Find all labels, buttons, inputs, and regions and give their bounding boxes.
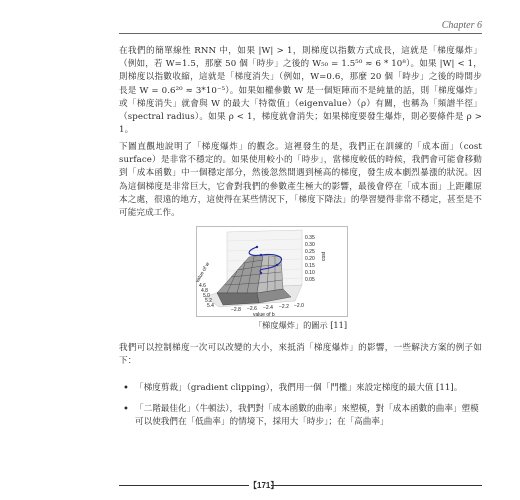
- x-axis-label: value of b: [253, 312, 275, 318]
- x-tick: −2.8: [231, 307, 241, 313]
- y-tick: 5.0: [203, 293, 210, 299]
- paragraph-spectral-radius: 在我們的簡單線性 RNN 中，如果 |W| > 1，則梯度以指數方式成長，這就是「梯度爆炸」（例如，若 W=1.5，那麼 50 個「時步」之後的 W₅₀ = 1.5⁵⁰ ≈ 6 * 10⁸）。如果 |W| < 1，則梯度以指數收縮，這就是「梯度消失」（例如，W=0.6，那麼 20 個「時步」之後的時間步長是 W = 0.6²⁰ ≈ 3*10⁻⁵）。如果如權參數 W 是一個矩陣而不是純量的話，則「梯度爆炸」或「梯度消失」就會與 W 的最大「特徵值」（eigenvalue）（ρ）有關，也稱為「頻譜半徑」（spectral radius）。如果 ρ < 1，梯度就會消失；如果梯度要發生爆炸，則必要條件是 ρ > 1。: [119, 46, 482, 136]
- header-rule: [119, 33, 482, 34]
- solutions-list: [119, 382, 482, 438]
- exploding-gradient-figure: [196, 226, 348, 317]
- chapter-header: Chapter 6: [441, 20, 482, 31]
- z-tick: 0.20: [305, 256, 315, 262]
- y-tick: 4.8: [201, 288, 208, 294]
- list-item: • 「梯度剪裁」（gradient clipping），我們用一個「門檻」來設定梯度的最大值 [11]。: [119, 382, 482, 395]
- surface-plot: [194, 227, 347, 318]
- z-tick: 0.30: [305, 242, 315, 248]
- x-tick: −2.0: [294, 303, 304, 309]
- paragraph-solutions-intro: 我們可以控制梯度一次可以改變的大小，來抵消「梯度爆炸」的影響，一些解決方案的例子如下：: [119, 343, 482, 367]
- y-tick: 4.6: [199, 283, 206, 289]
- z-tick: 0.05: [305, 277, 315, 283]
- z-axis-label: cost: [321, 251, 327, 261]
- y-tick: 5.4: [207, 303, 214, 309]
- footer-rule-right: [271, 485, 482, 486]
- y-axis-label: value of w: [194, 261, 211, 284]
- z-axis: [305, 235, 327, 283]
- figure-caption: 「梯度爆炸」的圖示 [11]: [253, 320, 348, 330]
- x-tick: −2.6: [247, 306, 257, 312]
- y-axis: [195, 261, 215, 309]
- paragraph-cost-surface: 下圖直觀地說明了「梯度爆炸」的觀念。這裡發生的是，我們正在訓練的「成本面」（cost surface）是非常不穩定的。如果使用較小的「時步」，當梯度較低的時候，我們會可能會移動到「成本函數」中一個穩定部分，然後忽然間遇到極高的梯度，發生成本劇烈暴漲的狀況。因為這個梯度是非常巨大，它會對我們的參數產生極大的影響，最後會停在「成本面」上距離原本之處，很遠的地方，這使得在某些情況下，「梯度下降法」的學習變得非常不穩定，甚至是不可能完成工作。: [119, 142, 482, 219]
- z-tick: 0.10: [305, 270, 315, 276]
- x-tick: −2.4: [263, 305, 273, 311]
- z-tick: 0.35: [305, 235, 315, 241]
- z-tick: 0.15: [305, 263, 315, 269]
- footer-rule-left: [119, 485, 249, 486]
- list-item: • 「二階最佳化」（牛頓法），我們對「成本函數的曲率」來塑模，對「成本函數的曲率」塑模可以使我們在「低曲率」的情境下，採用大「時步」；在「高曲率」: [119, 403, 482, 429]
- z-tick: 0.25: [305, 249, 315, 255]
- page-number: 【171】: [249, 481, 279, 490]
- x-tick: −2.2: [279, 304, 289, 310]
- y-tick: 5.2: [205, 298, 212, 304]
